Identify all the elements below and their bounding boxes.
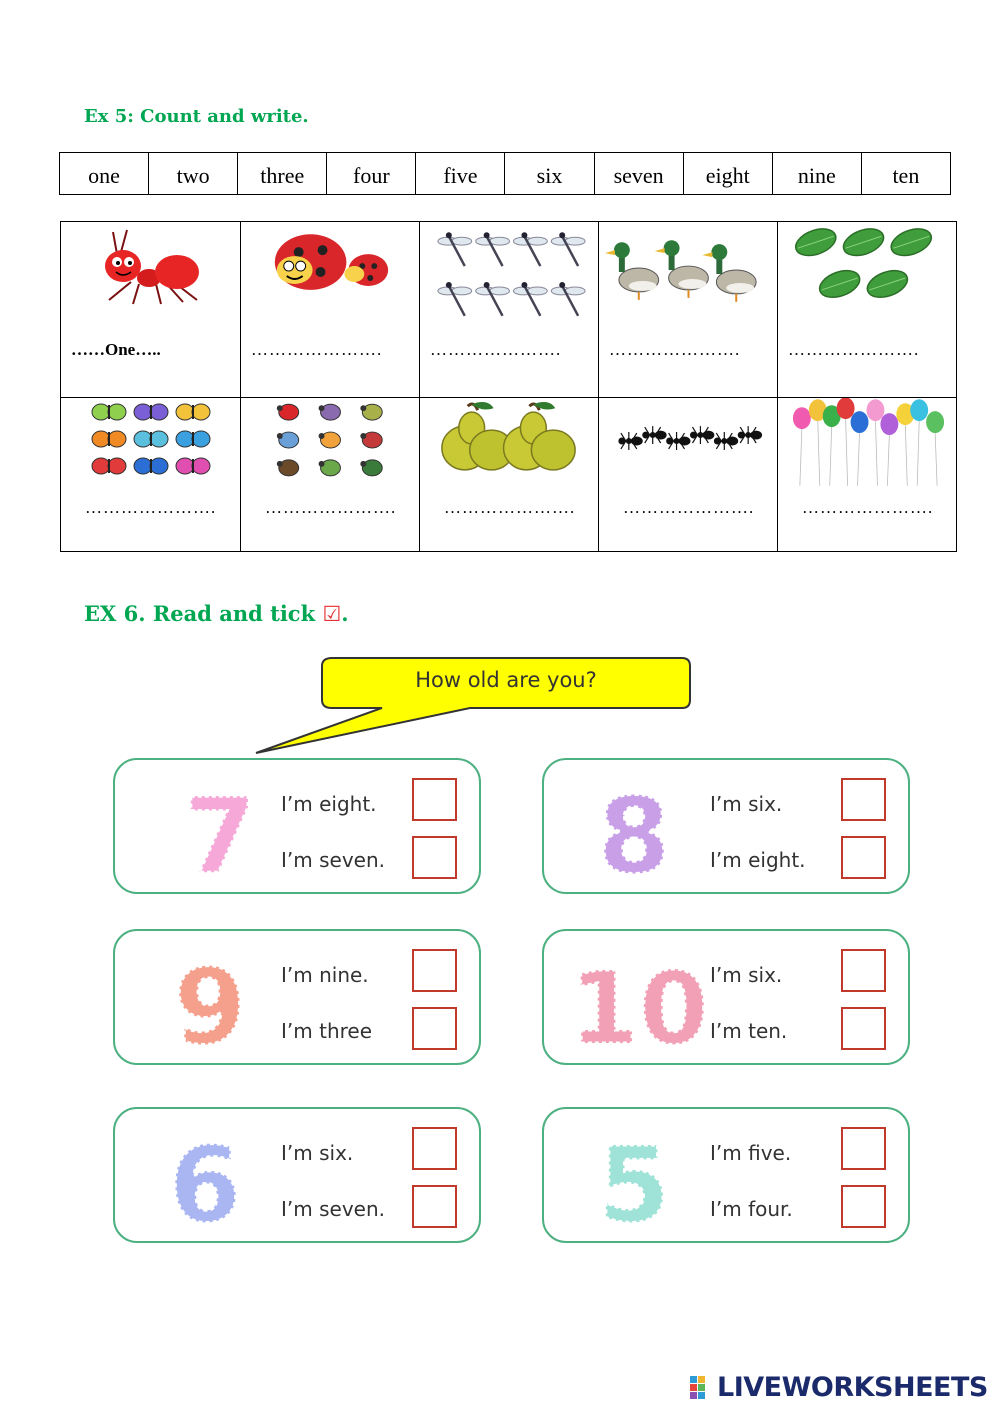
answer-blank[interactable]: …………………. bbox=[802, 498, 934, 517]
word-six: six bbox=[504, 153, 593, 194]
pears-picture bbox=[420, 398, 598, 488]
ex6-title bbox=[84, 601, 349, 626]
tick-box[interactable] bbox=[412, 1185, 457, 1228]
word-two: two bbox=[148, 153, 237, 194]
option-text: I’m six. bbox=[710, 963, 783, 987]
count-cell-balloons bbox=[777, 397, 956, 551]
option-text: I’m six. bbox=[281, 1141, 354, 1165]
leaves-picture bbox=[778, 222, 956, 332]
count-cell-ducks bbox=[598, 222, 777, 397]
ladybugs-picture bbox=[241, 222, 419, 332]
word-four: four bbox=[326, 153, 415, 194]
option-text: I’m four. bbox=[710, 1197, 793, 1221]
tick-box[interactable] bbox=[841, 1007, 886, 1050]
dragonflies-picture bbox=[420, 222, 598, 332]
age-card-7 bbox=[113, 758, 481, 894]
count-cell-dragonflies bbox=[419, 222, 598, 397]
butterflies-picture bbox=[61, 398, 240, 488]
tick-box[interactable] bbox=[412, 1127, 457, 1170]
svg-text:8: 8 bbox=[597, 775, 671, 882]
count-cell-pears bbox=[419, 397, 598, 551]
word-bank bbox=[59, 152, 951, 195]
svg-text:7: 7 bbox=[183, 775, 257, 882]
answer-blank[interactable]: …………………. bbox=[85, 498, 217, 517]
option-text: I’m eight. bbox=[281, 792, 377, 816]
answer-blank[interactable]: …………………. bbox=[251, 340, 383, 359]
tick-box[interactable] bbox=[412, 949, 457, 992]
option-text: I’m six. bbox=[710, 792, 783, 816]
ducks-picture bbox=[599, 222, 777, 332]
word-three: three bbox=[237, 153, 326, 194]
ex6-title-end: . bbox=[341, 601, 349, 626]
answer-blank[interactable]: …………………. bbox=[609, 340, 741, 359]
tick-box[interactable] bbox=[412, 836, 457, 879]
svg-text:6: 6 bbox=[168, 1124, 242, 1231]
age-card-8 bbox=[542, 758, 910, 894]
example-answer: ……One….. bbox=[71, 340, 161, 359]
answer-blank[interactable]: …………………. bbox=[444, 498, 576, 517]
option-text: I’m five. bbox=[710, 1141, 792, 1165]
count-cell-butterflies bbox=[61, 397, 240, 551]
word-nine: nine bbox=[772, 153, 861, 194]
option-text: I’m ten. bbox=[710, 1019, 788, 1043]
word-one: one bbox=[88, 162, 120, 188]
tick-box[interactable] bbox=[841, 949, 886, 992]
count-cell-insects bbox=[240, 397, 419, 551]
answer-blank[interactable]: …………………. bbox=[265, 498, 397, 517]
count-cell-ants bbox=[598, 397, 777, 551]
age-card-5 bbox=[542, 1107, 910, 1243]
option-text: I’m seven. bbox=[281, 848, 385, 872]
count-cell-ant bbox=[61, 222, 240, 397]
word-five: five bbox=[415, 153, 504, 194]
liveworksheets-brand bbox=[690, 1372, 988, 1403]
option-text: I’m eight. bbox=[710, 848, 806, 872]
word-seven: seven bbox=[594, 153, 683, 194]
answer-blank[interactable]: …………………. bbox=[623, 498, 755, 517]
word-ten: ten bbox=[861, 153, 950, 194]
ex5-title: Ex 5: Count and write. bbox=[84, 106, 309, 127]
count-cell-ladybugs bbox=[240, 222, 419, 397]
tick-box[interactable] bbox=[412, 778, 457, 821]
tick-box[interactable] bbox=[841, 836, 886, 879]
liveworksheets-logo-icon bbox=[690, 1374, 714, 1402]
ants-picture bbox=[599, 398, 777, 488]
svg-text:9: 9 bbox=[173, 946, 247, 1053]
tick-box[interactable] bbox=[412, 1007, 457, 1050]
count-cell-leaves bbox=[777, 222, 956, 397]
tick-box[interactable] bbox=[841, 778, 886, 821]
svg-text:10: 10 bbox=[569, 950, 709, 1053]
word-eight: eight bbox=[683, 153, 772, 194]
tick-box[interactable] bbox=[841, 1127, 886, 1170]
insects-picture bbox=[241, 398, 419, 488]
option-text: I’m three bbox=[281, 1019, 373, 1043]
svg-text:5: 5 bbox=[597, 1124, 671, 1231]
option-text: I’m nine. bbox=[281, 963, 369, 987]
brand-text: LIVEWORKSHEETS bbox=[717, 1372, 988, 1403]
bubble-question: How old are you? bbox=[415, 668, 597, 692]
tick-icon: ☑ bbox=[322, 602, 342, 626]
counting-grid bbox=[60, 221, 957, 552]
tick-box[interactable] bbox=[841, 1185, 886, 1228]
balloons-picture bbox=[778, 398, 956, 488]
answer-blank[interactable]: …………………. bbox=[788, 340, 920, 359]
answer-blank[interactable]: …………………. bbox=[430, 340, 562, 359]
ant-picture bbox=[61, 222, 240, 332]
ex6-title-text: EX 6. Read and tick bbox=[84, 601, 323, 626]
number-10-icon bbox=[564, 945, 714, 1053]
age-card-6 bbox=[113, 1107, 481, 1243]
age-card-9 bbox=[113, 929, 481, 1065]
age-card-10 bbox=[542, 929, 910, 1065]
option-text: I’m seven. bbox=[281, 1197, 385, 1221]
